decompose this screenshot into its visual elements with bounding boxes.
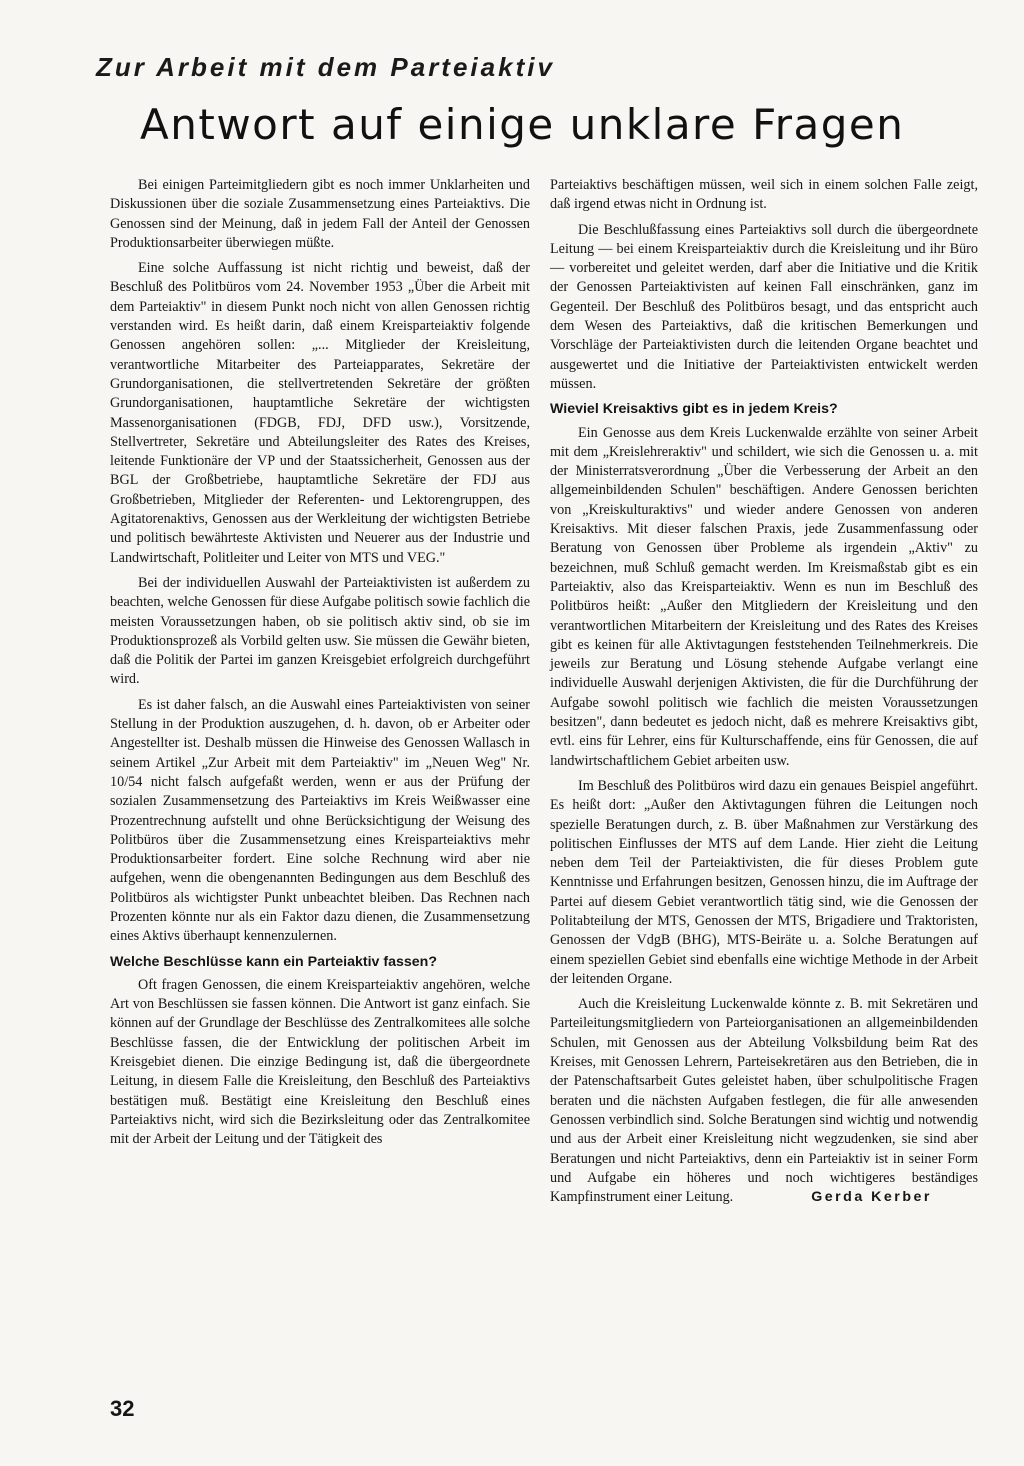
subheading: Welche Beschlüsse kann ein Parteiaktiv fassen? [110,953,437,970]
paragraph: Oft fragen Genossen, die einem Kreisparteiaktiv angehören, welche Art von Beschlüssen sie fassen können. Die Antwort ist ganz einfach. Sie können auf der Grundlage der Beschlüsse des Zentralkomitees alle solche Beschlüsse fassen, die der Entwicklung der politischen Arbeit im Kreisgebiet dienen. Die einzige Bedingung ist, daß die übergeordnete Leitung, in diesem Falle die Kreisleitung, den Beschluß des Parteiaktivs bestätigen muß. Bestätigt eine Kreisleitung den Beschluß eines Parteiaktivs nicht, wird sich die Bezirksleitung oder das Zentralkomitee mit der Arbeit der Leitung und der Tätigkeit des [110,976,530,1148]
paragraph: Die Beschlußfassung eines Parteiaktivs soll durch die übergeordnete Leitung — bei einem Kreisparteiaktiv durch die Kreisleitung und ihr Büro — vorbereitet und geleitet werden, darf aber die Initiative und die Kritik der Genossen Parteiaktivisten auf keinen Fall einschränken, ganz im Gegenteil. Der Beschluß des Politbüros besagt, und das entspricht auch dem Wesen des Parteiaktivs, daß die kritischen Bemerkungen und Vorschläge der Parteiaktivisten durch die leitenden Organe beachtet und ausgewertet und die Initiative der Parteiaktivisten entwickelt werden müssen. [550,221,978,392]
paragraph: Eine solche Auffassung ist nicht richtig und beweist, daß der Beschluß des Politbüros vom 24. November 1953 „Über die Arbeit mit dem Parteiaktiv" in diesem Punkt noch nicht von allen Genossen richtig verstanden wird. Es heißt darin, daß einem Kreisparteiaktiv folgende Genossen angehören sollen: „... Mitglieder der Kreisleitung, verantwortliche Mitarbeiter des Parteiapparates, Sekretäre der Grundorganisationen, die stellvertretenden Sekretäre der größten Grundorganisationen, hauptamtliche Sekretäre der wichtigsten Massenorganisationen (FDGB, FDJ, DFD usw.), Vorsitzende, Stellvertreter, Sekretäre und Abteilungsleiter des Rates des Kreises, leitende Funktionäre der VP und der Staatssicherheit, Genossen aus der BGL der Großbetriebe, hauptamtliche Sekretäre der FDJ aus Großbetrieben, Mitglieder der Referenten- und Lektorengruppen, des Agitatorenaktivs, Genossen aus der Werkleitung der wichtigsten Betriebe und politisch bewährteste Aktivisten und Neuerer aus der Industrie und Landwirtschaft, Politleiter und Leiter von MTS und VEG." [110,260,530,566]
paragraph-continued: Parteiaktivs beschäftigen müssen, weil sich in einem solchen Falle zeigt, daß irgend etwas nicht in Ordnung ist. [550,177,978,213]
paragraph-text: Auch die Kreisleitung Luckenwalde könnte z. B. mit Sekretären und Parteileitungsmitgliedern von Parteiorganisationen an allgemeinbildenden Schulen, mit Genossen aus der Abteilung Volksbildung beim Rat des Kreises, mit Genossen Lehrern, Parteisekretären aus den Betrieben, die in der Patenschaftsarbeit Gutes geleistet haben, über schulpolitische Fragen beraten und die nächsten Aufgaben festlegen, die für alle anwesenden Genossen verbindlich sind. Solche Beratungen sind wichtig und notwendig und aus der Arbeit einer Kreisleitung nicht wegzudenken, sie sind aber Beratungen und nicht Parteiaktivs, denn ein Parteiaktiv ist in seiner Form und Aufgabe ein höheres und noch wichtigeres beständiges Kampfinstrument einer Leitung. [550,996,978,1206]
page-number: 32 [110,1396,135,1421]
left-column [110,176,530,1156]
paragraph: Im Beschluß des Politbüros wird dazu ein genaues Beispiel angeführt. Es heißt dort: „Außer den Aktivtagungen führen die Leitungen noch spezielle Beratungen durch, z. B. über Maßnahmen zur Verstärkung des politischen Einflusses der MTS auf dem Lande. Hier zieht die Leitung neben dem Teil der Parteiaktivisten, die für dieses Problem gute Kenntnisse und Erfahrungen besitzen, Genossen hinzu, die im Auftrage der Partei auf diesem Gebiet verantwortlich tätig sind, wie die Genossen der Politabteilung der MTS, Genossen der MTS, Brigadiere und Traktoristen, Genossen der VdgB (BHG), MTS-Beiräte u. a. Solche Beratungen auf einem speziellen Gebiet sind ebenfalls eine wichtige Methode in der Arbeit der leitenden Organe. [550,777,978,987]
paragraph: Bei der individuellen Auswahl der Parteiaktivisten ist außerdem zu beachten, welche Genossen für diese Aufgabe politisch sowie fachlich die meisten Voraussetzungen haben, ob sie politisch aktiv sind, ob sie im Produktionsprozeß als Vorbild gelten usw. Sie müssen die Gewähr bieten, daß die Politik der Partei im ganzen Kreisgebiet erfolgreich durchgeführt wird. [110,574,530,688]
article-title: Antwort auf einige unklare Fragen [140,100,905,149]
paragraph: Ein Genosse aus dem Kreis Luckenwalde erzählte von seiner Arbeit mit dem „Kreislehreraktiv" und schildert, wie sich die Genossen u. a. mit der Ministerratsverordnung „Über die Verbesserung der Arbeit an den allgemeinbildenden Schulen" beschäftigen. Andere Genossen berichten von „Kreiskulturaktivs" und wieder andere Genossen von anderen Kreisaktivs. Mit dieser falschen Praxis, jede Zusammenfassung oder Beratung von Genossen über Probleme als irgendein „Aktiv" zu bezeichnen, muß Schluß gemacht werden. Im Kreismaßstab gibt es ein Parteiaktiv, also das Kreisparteiaktiv. Wenn es nun im Beschluß des Politbüros heißt: „Außer den Mitgliedern der Kreisleitung und den verantwortlichen Mitarbeitern der Kreisleitung und des Rates des Kreises gibt es keinen für alle Aktivtagungen feststehenden Teilnehmerkreis. Die jeweils zur Beratung und Lösung stehende Aufgabe verlangt eine individuelle Auswahl derjenigen Aktivisten, die für die Durchführung der Aufgabe sowohl politisch wie fachlich die meisten Voraussetzungen besitzen", dann bedeutet es jedoch nicht, daß es mehrere Kreisaktivs gibt, evtl. eins für Lehrer, eins für Kulturschaffende, eins für Genossen, die auf landwirtschaftlichem Gebiet arbeiten usw. [550,424,978,769]
paragraph: Bei einigen Parteimitgliedern gibt es noch immer Unklarheiten und Diskussionen über die soziale Zusammensetzung eines Parteiaktivs. Die Genossen sind der Meinung, daß in jedem Fall der Anteil der Genossen Produktionsarbeiter überwiegen müßte. [110,177,530,251]
author-signature: Gerda Kerber [811,1189,932,1206]
paragraph-with-signature [550,995,978,1207]
subheading: Wieviel Kreisaktivs gibt es in jedem Kreis? [550,401,838,418]
paragraph: Es ist daher falsch, an die Auswahl eines Parteiaktivisten von seiner Stellung in der Produktion auszugehen, d. h. davon, ob er Arbeiter oder Angestellter ist. Deshalb müssen die Hinweise des Genossen Wallasch in seinem Artikel „Zur Arbeit mit dem Parteiaktiv" im „Neuen Weg" Nr. 10/54 nicht falsch aufgefaßt werden, wenn er aus der Prüfung der sozialen Zusammensetzung des Parteiaktivs im Kreis Weißwasser eine Prozentrechnung aufstellt und ohne Berücksichtigung der Weisung des Politbüros über die Zusammensetzung eines Kreisparteiaktivs mehr Produktionsarbeiter fordert. Eine solche Rechnung wird aber nie aufgehen, wenn die obengenannten Bedingungen aus dem Beschluß des Politbüros als wichtigster Punkt unbeachtet bleiben. Das Rechnen nach Prozenten könnte nur als ein Faktor dazu dienen, die Zusammensetzung eines Aktivs überhaupt kennenzulernen. [110,696,530,945]
section-kicker: Zur Arbeit mit dem Parteiaktiv [96,52,555,82]
right-column [550,176,978,1213]
